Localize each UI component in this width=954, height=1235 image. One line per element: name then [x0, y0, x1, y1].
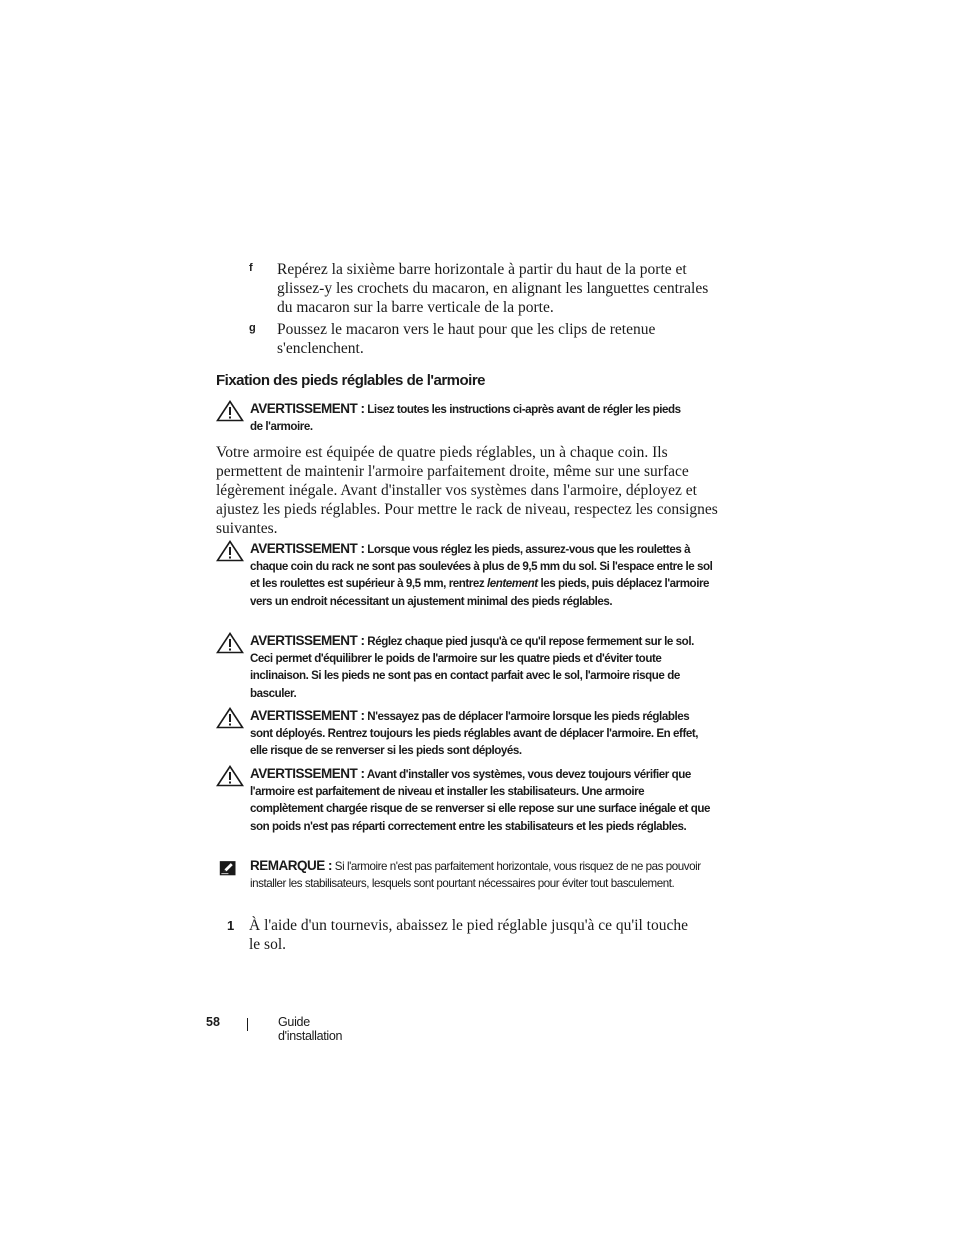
warning-label: AVERTISSEMENT :: [250, 401, 365, 416]
intro-paragraph: Votre armoire est équipée de quatre pieds réglables, un à chaque coin. Ils permettent de maintenir l'armoire parfaitement droite, même sur une surface légèrement inégale. Avant d'installer vos systèmes dans l'armoire, déployez et ajustez les pieds réglables. Pour mettre le rack de niveau, respectez les consignes suivantes.: [216, 444, 718, 537]
section-heading: Fixation des pieds réglables de l'armoire: [216, 372, 485, 389]
page-number: 58: [206, 1015, 220, 1029]
warning-text: Réglez chaque pied jusqu'à ce qu'il repose fermement sur le sol. Ceci permet d'équilibrer le poids de l'armoire sur les quatre pieds et d'éviter toute inclinaison. Si les pieds ne sont pas en contact parfait avec le sol, l'armoire risque de basculer.: [250, 635, 694, 700]
warning-3: [216, 632, 716, 702]
warning-triangle-icon: [216, 707, 244, 729]
warning-triangle-icon: [216, 400, 244, 422]
warning-text-part-1: Lorsque vous réglez les pieds, assurez-vous que les roulettes à chaque coin du rack ne sont pas soulevées à plus de 9,5 mm du sol. Si l'espace entre le sol et les roulettes est supérieur à 9,5 mm, rentrez: [250, 543, 713, 591]
warning-label: AVERTISSEMENT :: [250, 708, 365, 723]
step-f: [249, 260, 729, 317]
warning-triangle-icon: [216, 632, 244, 654]
step-marker: g: [249, 322, 256, 334]
step-marker: 1: [227, 918, 235, 933]
warning-4: [216, 707, 716, 760]
step-text: Repérez la sixième barre horizontale à partir du haut de la porte et glissez-y les crochets du macaron, en alignant les languettes centrales du macaron sur la barre verticale de la porte.: [277, 261, 709, 316]
warning-text-part-2: les pieds, puis déplacez l'armoire vers un endroit nécessitant un ajustement minimal des pieds réglables.: [250, 577, 710, 608]
warning-text: Lisez toutes les instructions ci-après avant de régler les pieds de l'armoire.: [250, 403, 681, 434]
footer-separator: [247, 1018, 248, 1031]
warning-text: Avant d'installer vos systèmes, vous devez toujours vérifier que l'armoire est parfaitement de niveau et installer les stabilisateurs. Une armoire complètement chargée risque de se renverser si elle repose sur une surface inégale et que son poids n'est pas réparti correctement entre les stabilisateurs et les pieds réglables.: [250, 768, 710, 833]
note-text: Si l'armoire n'est pas parfaitement horizontale, vous risquez de ne pas pouvoir installer les stabilisateurs, lesquels sont pourtant nécessaires pour éviter tout basculement.: [250, 860, 701, 891]
warning-triangle-icon: [216, 540, 244, 562]
note-label: REMARQUE :: [250, 858, 332, 873]
warning-label: AVERTISSEMENT :: [250, 633, 365, 648]
step-text: Poussez le macaron vers le haut pour que les clips de retenue s'enclenchent.: [277, 321, 656, 357]
warning-emphasis: lentement: [487, 577, 538, 591]
step-g: [249, 320, 729, 358]
note: [216, 857, 716, 892]
warning-text: N'essayez pas de déplacer l'armoire lorsque les pieds réglables sont déployés. Rentrez toujours les pieds réglables avant de déplacer l'armoire. En effet, elle risque de se renverser si les pieds sont déployés.: [250, 710, 699, 758]
warning-2: [216, 540, 716, 610]
warning-5: [216, 765, 716, 835]
step-1: [227, 916, 707, 954]
warning-1: [216, 400, 686, 435]
warning-triangle-icon: [216, 765, 244, 787]
step-marker: f: [249, 262, 253, 274]
step-text: À l'aide d'un tournevis, abaissez le pied réglable jusqu'à ce qu'il touche le sol.: [249, 917, 689, 953]
document-title: Guide d'installation: [278, 1015, 343, 1043]
warning-label: AVERTISSEMENT :: [250, 541, 365, 556]
warning-label: AVERTISSEMENT :: [250, 766, 365, 781]
note-pencil-icon: [219, 859, 241, 879]
